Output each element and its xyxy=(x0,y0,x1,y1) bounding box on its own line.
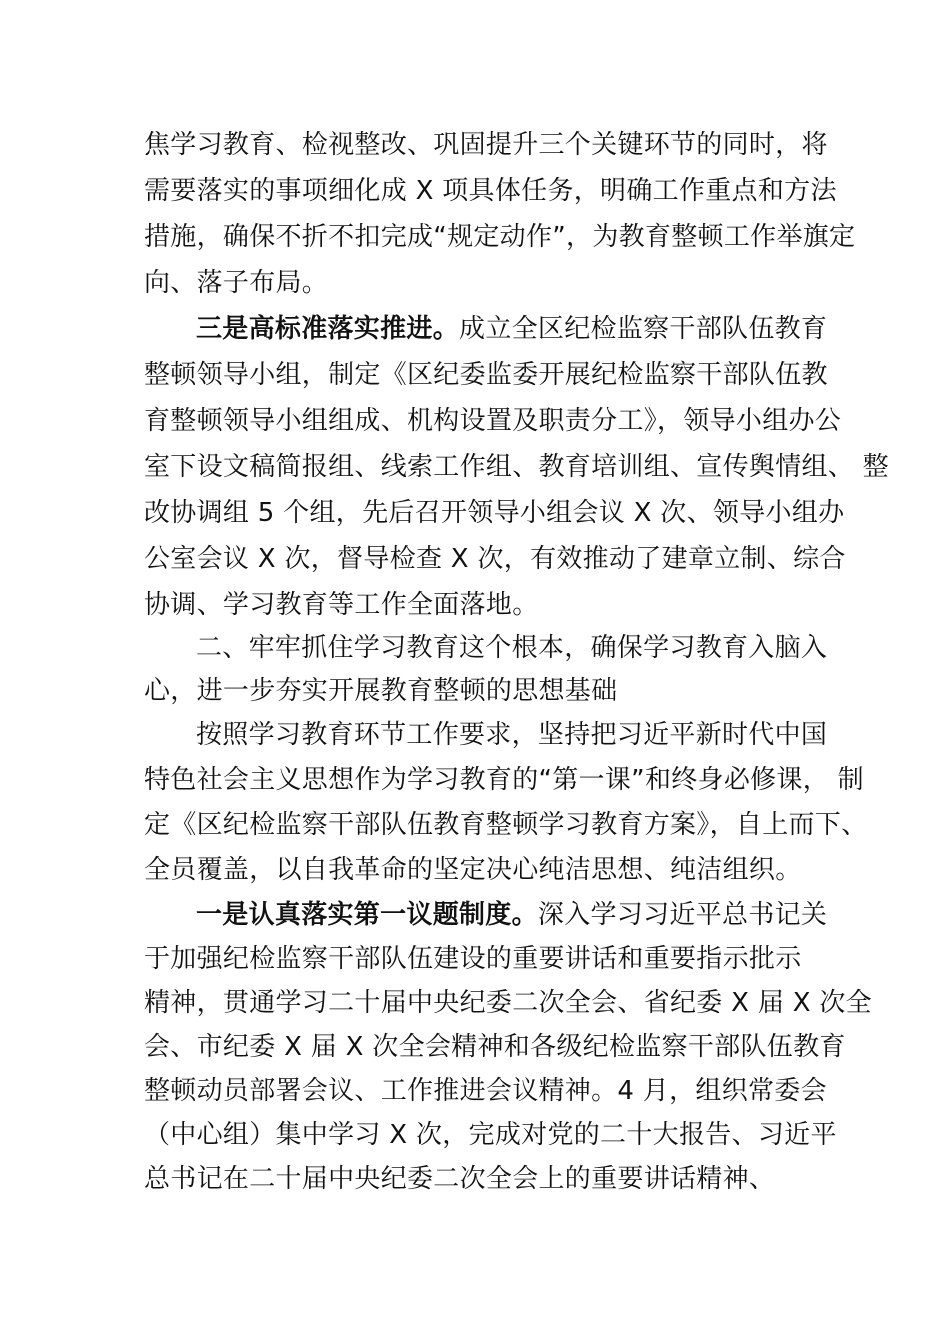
section-heading: 二、牢牢抓住学习教育这个根本，确保学习教育入脑入 xyxy=(196,633,828,663)
paragraph-line: 精神，贯通学习二十届中央纪委二次全会、省纪委 X 届 X 次全 xyxy=(144,988,872,1018)
paragraph-line: 改协调组 5 个组，先后召开领导小组会议 X 次、领导小组办 xyxy=(144,498,845,528)
lead-heading-first: 一是认真落实第一议题制度。 xyxy=(196,900,538,930)
paragraph-line: 协调、学习教育等工作全面落地。 xyxy=(144,590,539,620)
paragraph-line: 总书记在二十届中央纪委二次全会上的重要讲话精神、 xyxy=(144,1164,776,1194)
paragraph-line: 整顿领导小组，制定《区纪委监委开展纪检监察干部队伍教 xyxy=(144,360,828,390)
paragraph-line: 育整顿领导小组组成、机构设置及职责分工》，领导小组办公 xyxy=(144,406,842,436)
paragraph-text: 深入学习习近平总书记关 xyxy=(537,900,828,930)
paragraph-line-with-lead xyxy=(196,892,828,938)
paragraph-line: 公室会议 X 次，督导检查 X 次，有效推动了建章立制、综合 xyxy=(144,544,846,574)
paragraph-line: 按照学习教育环节工作要求，坚持把习近平新时代中国 xyxy=(196,720,828,750)
paragraph-line: 于加强纪检监察干部队伍建设的重要讲话和重要指示批示 xyxy=(144,944,802,974)
paragraph-line: 全员覆盖，以自我革命的坚定决心纯洁思想、纯洁组织。 xyxy=(144,855,802,885)
paragraph-line: 室下设文稿简报组、线索工作组、教育培训组、宣传舆情组、 整 xyxy=(144,452,889,482)
paragraph-line: 需要落实的事项细化成 X 项具体任务，明确工作重点和方法 xyxy=(144,176,837,206)
paragraph-text: 成立全区纪检监察干部队伍教育 xyxy=(459,314,828,344)
paragraph-line: 定《区纪检监察干部队伍教育整顿学习教育方案》，自上而下、 xyxy=(144,810,868,840)
paragraph-line: （中心组）集中学习 X 次，完成对党的二十大报告、习近平 xyxy=(144,1120,837,1150)
paragraph-line: 向、落子布局。 xyxy=(144,268,329,298)
paragraph-line: 会、市纪委 X 届 X 次全会精神和各级纪检监察干部队伍教育 xyxy=(144,1032,846,1062)
paragraph-line: 整顿动员部署会议、工作推进会议精神。4 月，组织常委会 xyxy=(144,1076,827,1106)
lead-heading-third: 三是高标准落实推进。 xyxy=(196,314,460,344)
paragraph-line: 特色社会主义思想作为学习教育的“第一课”和终身必修课， 制 xyxy=(144,765,864,795)
section-heading-continued: 心，进一步夯实开展教育整顿的思想基础 xyxy=(144,676,618,706)
paragraph-line-with-lead xyxy=(196,306,828,352)
paragraph-line: 措施，确保不折不扣完成“规定动作”，为教育整顿工作举旗定 xyxy=(144,222,856,252)
paragraph-line: 焦学习教育、检视整改、巩固提升三个关键环节的同时，将 xyxy=(144,130,828,160)
